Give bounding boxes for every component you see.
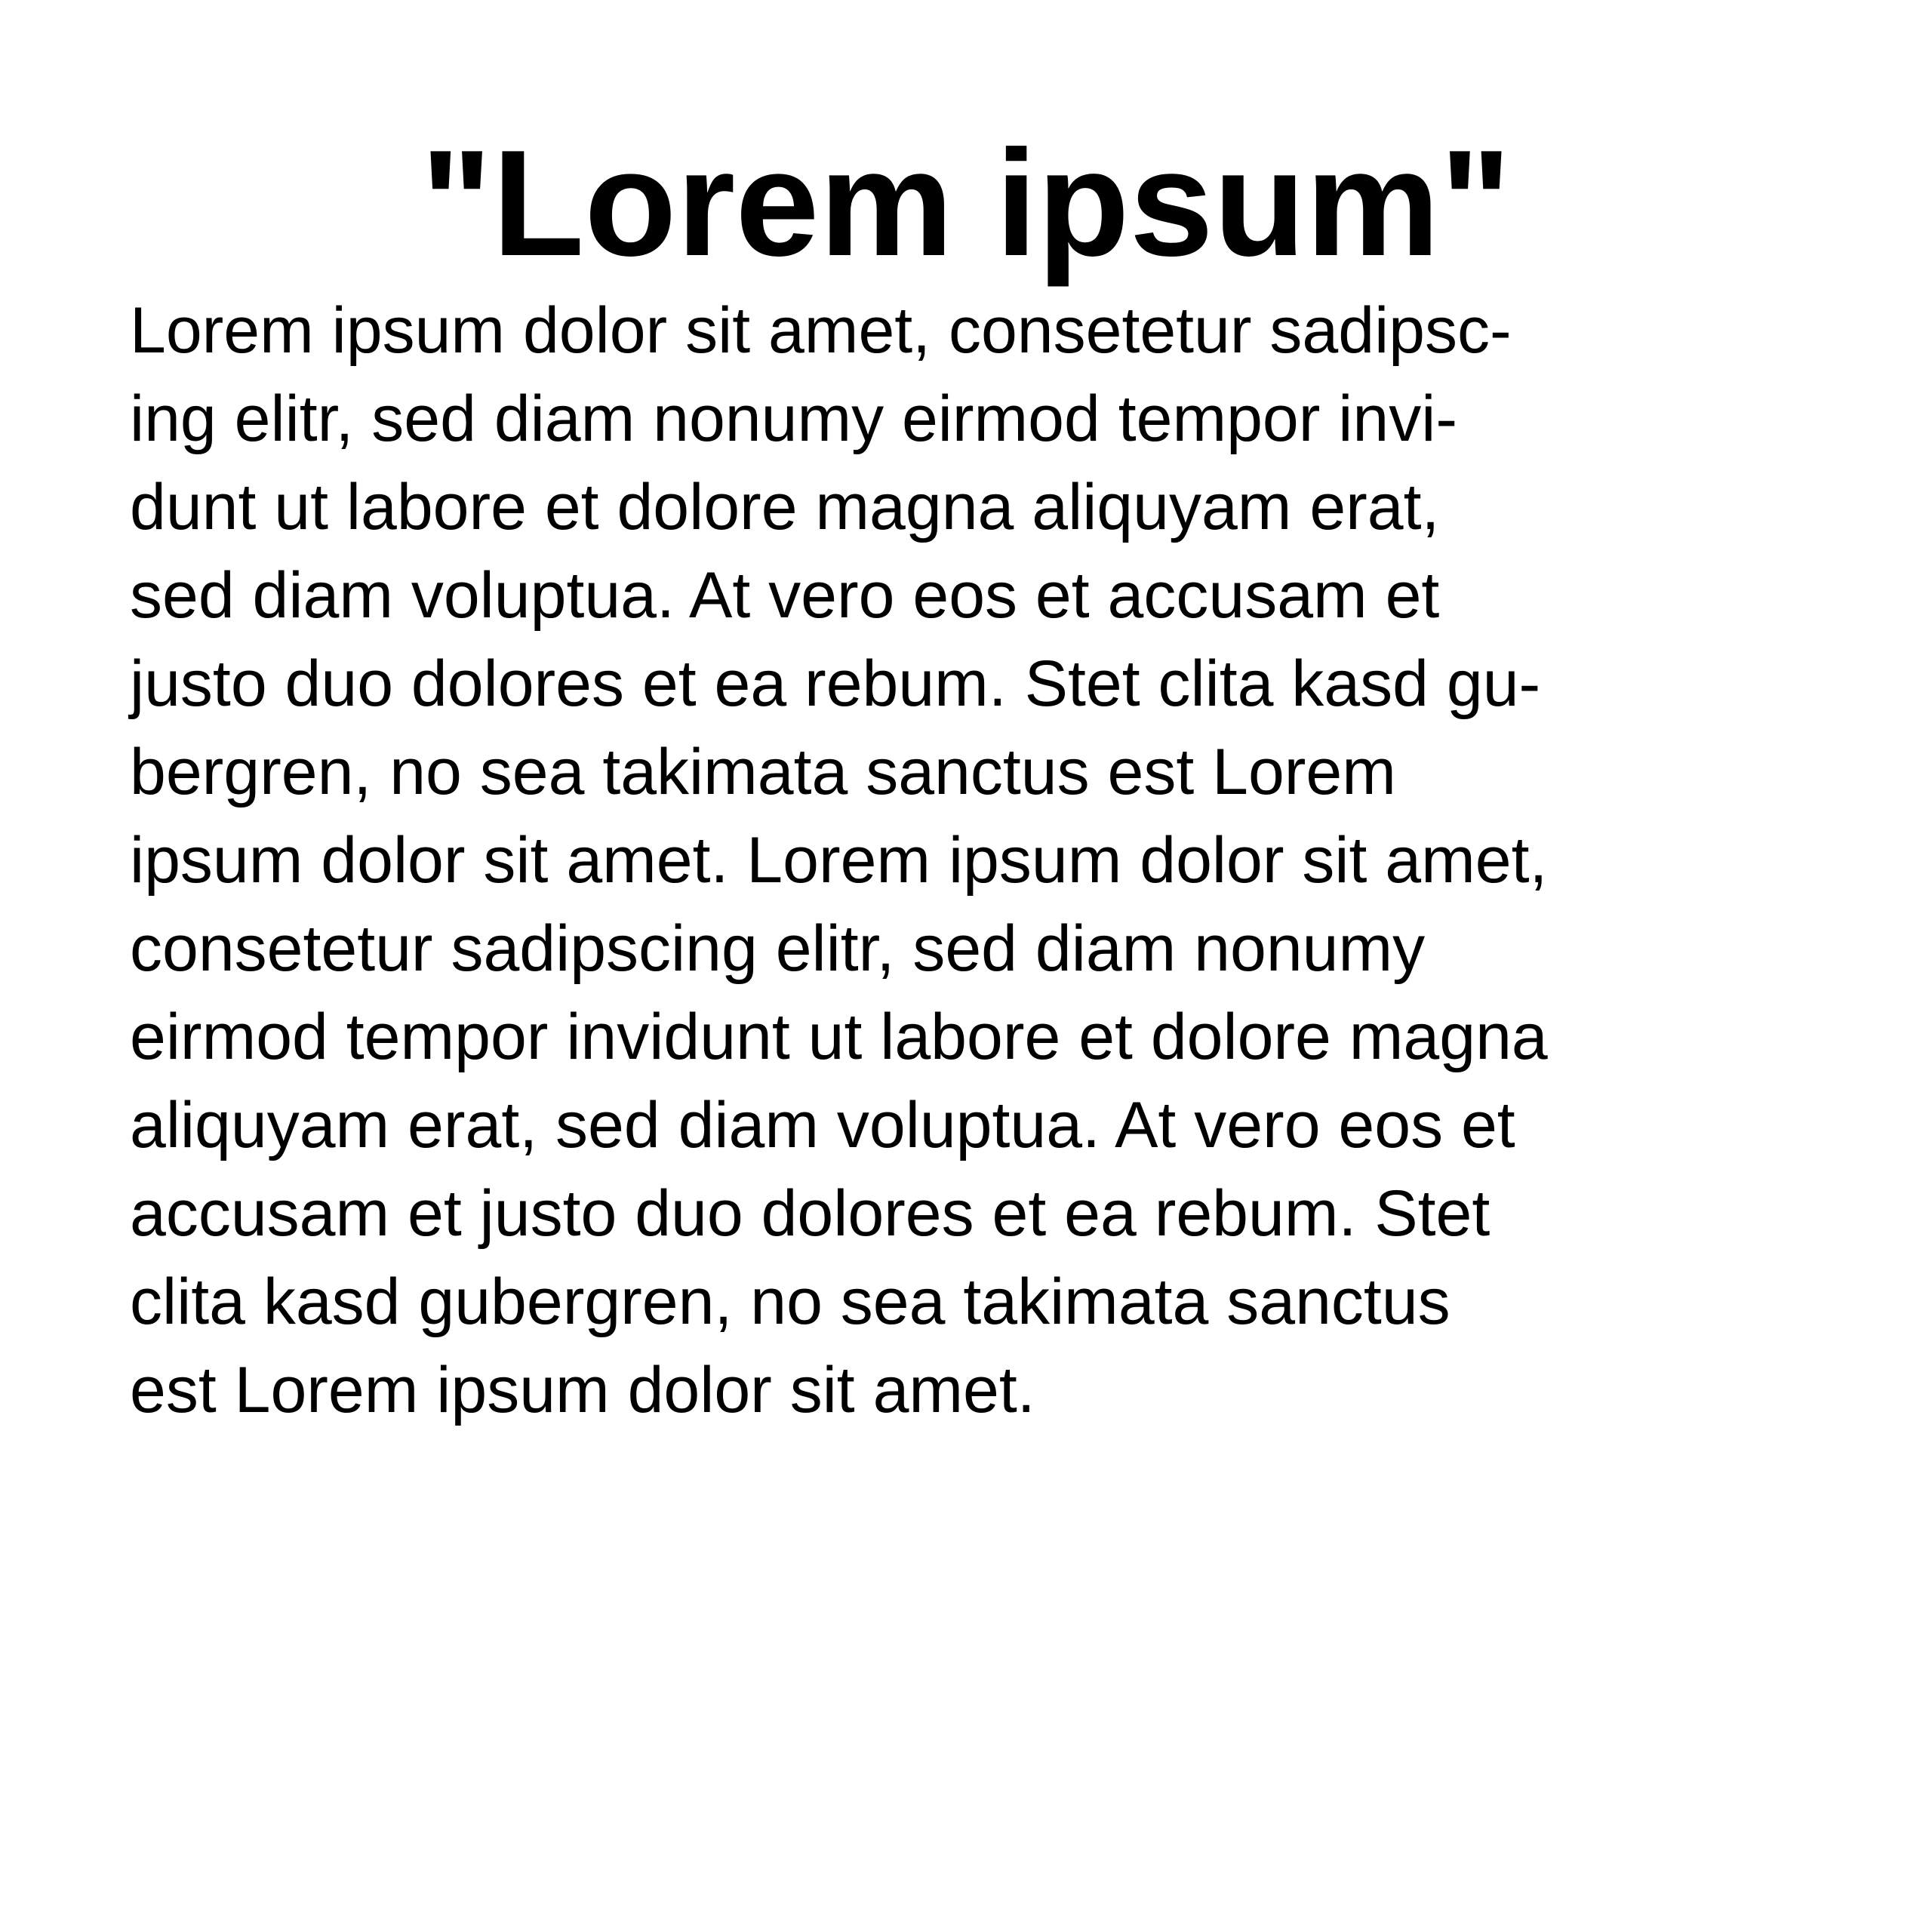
paragraph-line: aliquyam erat, sed diam voluptua. At vero eos et (130, 1089, 1515, 1161)
paragraph-line: clita kasd gubergren, no sea takimata sanctus (130, 1266, 1451, 1338)
paragraph-line: sed diam voluptua. At vero eos et accusam et (130, 559, 1440, 632)
paragraph-line: eirmod tempor invidunt ut labore et dolore magna (130, 1001, 1548, 1073)
paragraph-line: dunt ut labore et dolore magna aliquyam erat, (130, 471, 1440, 543)
paragraph-line: bergren, no sea takimata sanctus est Lorem (130, 736, 1396, 808)
paragraph-line: ing elitr, sed diam nonumy eirmod tempor invi- (130, 383, 1457, 455)
body-paragraph (130, 287, 1866, 1435)
paragraph-line: est Lorem ipsum dolor sit amet. (130, 1354, 1035, 1426)
page-title: "Lorem ipsum" (420, 119, 1512, 288)
paragraph-line: consetetur sadipscing elitr, sed diam nonumy (130, 912, 1426, 985)
paragraph-line: Lorem ipsum dolor sit amet, consetetur sadipsc- (130, 294, 1512, 367)
paragraph-line: ipsum dolor sit amet. Lorem ipsum dolor sit amet, (130, 824, 1548, 897)
paragraph-line: accusam et justo duo dolores et ea rebum. Stet (130, 1177, 1491, 1250)
paragraph-line: justo duo dolores et ea rebum. Stet clita kasd gu- (130, 648, 1541, 720)
